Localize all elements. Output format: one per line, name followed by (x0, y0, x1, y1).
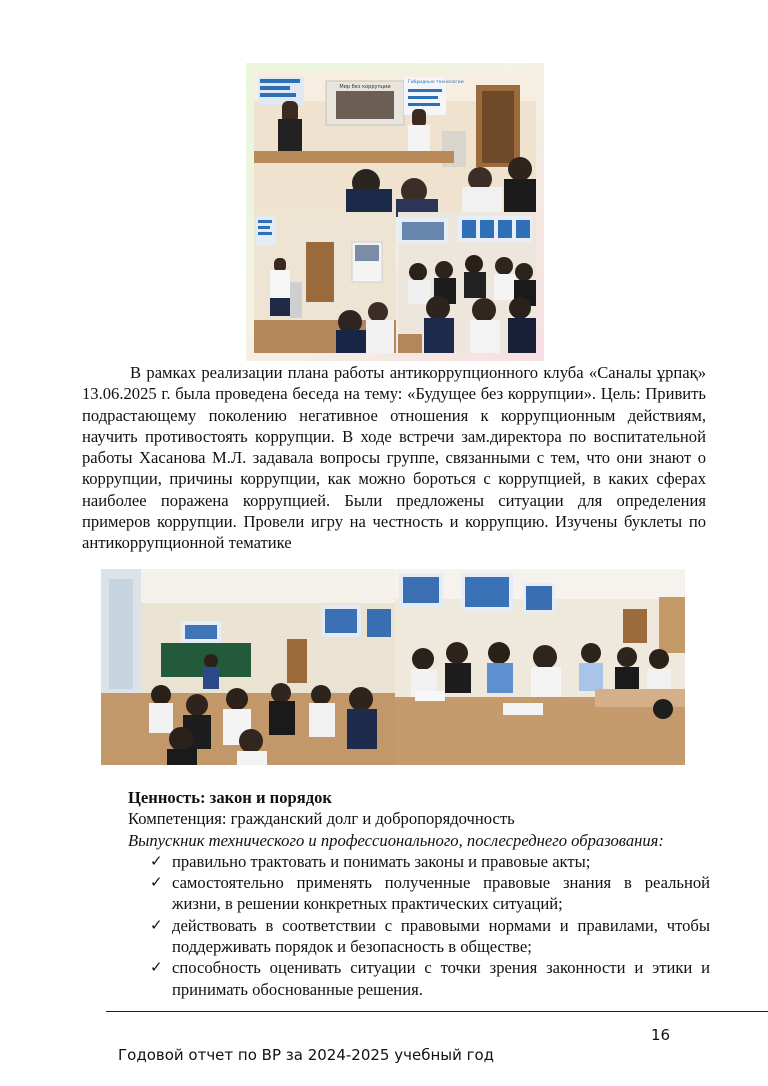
competence-line: Компетенция: гражданский долг и добропорядочность (128, 809, 515, 829)
footer-text: Годовой отчет по ВР за 2024-2025 учебный год (118, 1046, 495, 1064)
photo-classroom-right (395, 569, 685, 765)
photo-collage (246, 63, 544, 361)
value-title: Ценность: закон и порядок (128, 788, 332, 807)
values-block (128, 787, 718, 1000)
values-list (128, 851, 710, 1000)
slide-label: Мир без коррупции (339, 84, 391, 90)
check-icon: ✓ (150, 851, 163, 870)
list-item (150, 957, 710, 1000)
photo-classroom-left (101, 569, 395, 765)
check-icon: ✓ (150, 915, 163, 934)
list-item (150, 851, 710, 872)
list-item-text: самостоятельно применять полученные правовые знания в реальной жизни, в решении конкретных практических ситуаций; (172, 873, 710, 914)
wall-poster-text: Гибридные технологии (408, 80, 464, 85)
photo-presentation (254, 71, 536, 217)
photo-speaker (254, 212, 396, 353)
check-icon: ✓ (150, 873, 163, 892)
graduate-line: Выпускник технического и профессионального, послесреднего образования: (128, 830, 664, 850)
list-item-text: правильно трактовать и понимать законы и правовые акты; (172, 851, 591, 871)
list-item-text: способность оценивать ситуации с точки зрения законности и этики и принимать обоснованные решения. (172, 958, 710, 999)
photo-audience (398, 212, 536, 353)
list-item (150, 872, 710, 915)
page-number: 16 (651, 1026, 671, 1044)
check-icon: ✓ (150, 958, 163, 977)
list-item-text: действовать в соответствии с правовыми нормами и правилами, чтобы поддерживать порядок и безопасность в обществе; (172, 915, 710, 957)
report-paragraph: В рамках реализации плана работы антикоррупционного клуба «Саналы ұрпақ» 13.06.2025 г. была проведена беседа на тему: «Будущее без коррупции». Цель: Привить подрастающему поколению негативное отношения к коррупционным действиям, научить противостоять коррупции. В ходе встречи зам.директора по воспитательной работы Хасанова М.Л. задавала вопросы группе, связанными с тем, что они знают о коррупции, причины коррупции, как можно бороться с коррупцией, в каких сферах наиболее поражена коррупцией. Были предложены ситуации для определения примеров коррупции. Провели игру на честность и коррупцию. Изучены буклеты по антикоррупционной тематике (82, 363, 706, 553)
footer-divider (106, 1011, 768, 1012)
list-item (150, 915, 710, 958)
